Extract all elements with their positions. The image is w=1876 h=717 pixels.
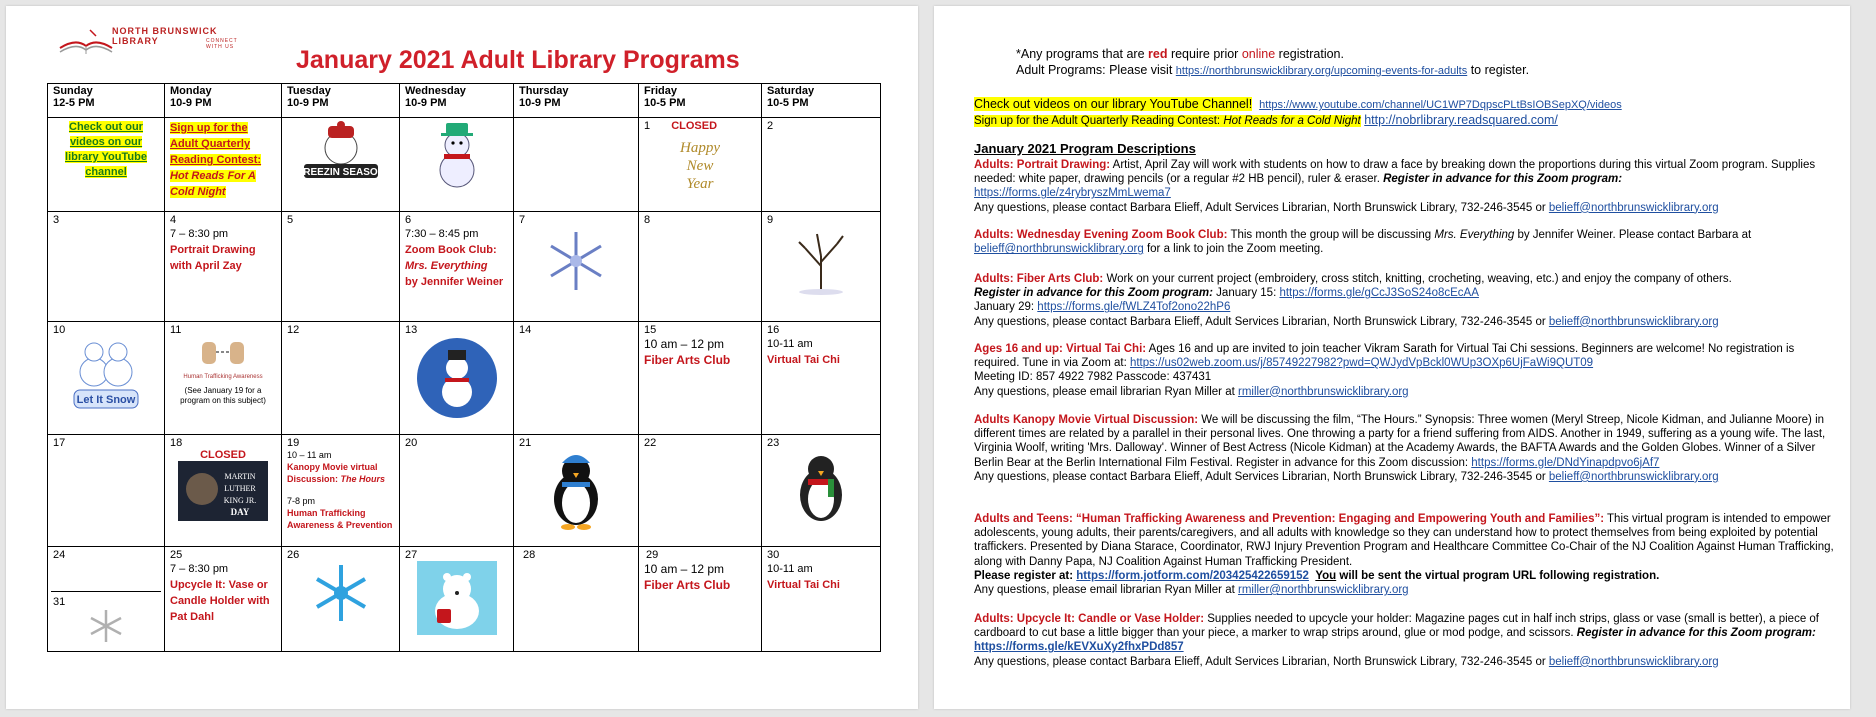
date-number: 16 (767, 324, 780, 336)
date-number: 22 (644, 437, 657, 449)
event-time: 7 – 8:30 pm (170, 563, 229, 575)
descriptions-page (934, 6, 1850, 709)
day-cell (400, 435, 514, 547)
date-number: 14 (519, 324, 532, 336)
week-row (48, 435, 881, 547)
date-number: 1 (644, 120, 651, 132)
program-kanopy: Adults Kanopy Movie Virtual Discussion: We will be discussing the film, “The Hours.” Synopsis: Three women (Meryl Streep, Nicole Kidman, and Julianne Moore) in different times are related by a parallel in their personal lives. One throwing a party for a friend suffering from AIDS. Another in 1949, suffering as a young wife. The last, Virginia Woolf, writing 'Mrs. Dalloway'. Winner of Best Actress (Nicole Kidman) at the Academy Awards, the BAFTA Awards and the Golden Globes. Winner of a Silver Berlin Bear at the Berlin International Film Festival. Register in advance for this Zoom discussion: https://forms.gle/DNdYinapdpvo6jAf7 Any questions, please contact Barbara Elieff, Adult Services Librarian, North Brunswick Library, 732-246-3545 or belieff@northbrunswicklibrary.org (974, 414, 1826, 483)
upcycle-link[interactable]: https://forms.gle/kEVXuXy2fhxPDd857 (974, 641, 1184, 654)
day-cell (282, 212, 400, 322)
snowflake-icon (548, 226, 604, 296)
penguin-scarf-icon (790, 449, 852, 525)
human-trafficking-awareness-icon (183, 336, 263, 386)
date-number: 20 (405, 437, 418, 449)
date-number: 31 (53, 596, 66, 608)
closed-label: CLOSED (200, 449, 246, 461)
svg-text:Human Trafficking Awareness: Human Trafficking Awareness (183, 374, 263, 380)
day-header: Sunday 12-5 PM (48, 84, 165, 118)
day-cell (282, 547, 400, 652)
day-cell (165, 435, 282, 547)
day-cell (165, 547, 282, 652)
adult-events-link[interactable]: https://northbrunswicklibrary.org/upcoming-events-for-adults (1175, 65, 1468, 77)
date-number: 13 (405, 324, 418, 336)
calendar-title: January 2021 Adult Library Programs (296, 46, 740, 74)
email-link[interactable]: belieff@northbrunswicklibrary.org (1548, 655, 1719, 668)
day-cell (514, 322, 639, 435)
svg-text:FREEZIN SEASON: FREEZIN SEASON (296, 167, 385, 178)
day-cell (639, 435, 762, 547)
email-link[interactable]: belieff@northbrunswicklibrary.org (1548, 315, 1719, 328)
date-number: 4 (170, 214, 177, 226)
happy-new-year-icon (662, 132, 738, 194)
date-number: 10 (53, 324, 66, 336)
date-number: 29 (646, 549, 659, 561)
date-number: 17 (53, 437, 66, 449)
event-title: Kanopy Movie virtual Discussion: The Hours (287, 462, 386, 484)
library-tagline: CONNECT WITH US (206, 38, 238, 50)
event-title: Fiber Arts Club (644, 353, 731, 367)
svg-text:Let It Snow: Let It Snow (76, 394, 136, 406)
event-time: 7 – 8:30 pm (170, 228, 229, 240)
portrait-drawing-link[interactable]: https://forms.gle/z4rybryszMmLwema7 (974, 187, 1171, 200)
week-row (48, 547, 881, 652)
day-cell (514, 435, 639, 547)
closed-label: CLOSED (671, 120, 718, 132)
svg-text:Happy: Happy (680, 140, 720, 156)
svg-text:KING JR.: KING JR. (223, 496, 257, 505)
snowman-globe-icon (415, 336, 499, 420)
day-cell (639, 118, 762, 212)
program-tai-chi: Ages 16 and up: Virtual Tai Chi: Ages 16 and up are invited to join teacher Vikram Sarath for Virtual Tai Chi sessions. Beginners are welcome! No registration is required. Tune in via Zoom at: https://us02web.zoom.us/j/85749227982?pwd=QWJydVpBckl0WUp3OXp6UjFaWi9QUT09 Meeting ID: 857 4922 7982 Passcode: 437431 Any questions, please email librarian Ryan Miller at rmiller@northbrunswicklibrary.org (974, 343, 1795, 398)
jotform-link[interactable]: https://form.jotform.com/203425422659152 (1076, 569, 1309, 582)
day-cell (514, 212, 639, 322)
youtube-contest-block (974, 97, 1834, 129)
program-human-trafficking: Adults and Teens: “Human Trafficking Awareness and Prevention: Engaging and Empowering Youth and Families”: This virtual program is intended to empower adolescents, young adults, their parents/caregivers, and all adults with knowledge so they can understand how to protect themselves from being exploited by potential traffickers. Presented by Diana Starace, Coordinator, RWJ Injury Prevention Program and Healthcare Committee Co-Chair of the NJ Coalition Against Human Trafficking, along with Danny Papa, NJ Coalition Against Human Trafficking President. Please register at: https://form.jotform.com/203425422659152 You will be sent the virtual program URL following registration. Any questions, please email librarian Ryan Miller at rmiller@northbrunswicklibrary.org (974, 513, 1834, 597)
week-row (48, 212, 881, 322)
calendar-page (6, 6, 918, 709)
snowman-icon (422, 120, 492, 190)
day-cell (400, 322, 514, 435)
event-title: Portrait Drawing with April Zay (170, 244, 256, 272)
event-time: 10-11 am (767, 338, 813, 350)
event-author: by Jennifer Weiner (405, 276, 504, 288)
day-cell (762, 435, 881, 547)
descriptions-title: January 2021 Program Descriptions (974, 141, 1196, 156)
event-title: Fiber Arts Club (644, 578, 731, 592)
date-number: 2 (767, 120, 774, 132)
penguin-icon (544, 449, 608, 531)
week-row (48, 118, 881, 212)
event-title: Human Trafficking Awareness & Prevention (287, 508, 393, 530)
date-number: 24 (53, 549, 66, 561)
date-number: 12 (287, 324, 300, 336)
snowflake-blue-icon (309, 561, 373, 625)
freezin-season-snowman-icon (298, 120, 384, 186)
day-header: Saturday 10-5 PM (762, 84, 881, 118)
youtube-channel-link[interactable]: https://www.youtube.com/channel/UC1WP7DqpscPLtBsIOBSepXQ/videos (1259, 99, 1622, 111)
program-upcycle: Adults: Upcycle It: Candle or Vase Holder: Supplies needed to upcycle your holder: Magazine pages cut in half inch strips, glass or vase (small is better), a piece of cardboard to cut base a little bigger than your piece, a marker to wrap strips around, glue or mod podge, and scissors. Register in advance for this Zoom program: https://forms.gle/kEVXuXy2fhxPDd857 Any questions, please contact Barbara Elieff, Adult Services Librarian, North Brunswick Library, 732-246-3545 or belieff@northbrunswicklibrary.org (974, 613, 1819, 668)
day-cell (514, 118, 639, 212)
email-link[interactable]: rmiller@northbrunswicklibrary.org (1237, 385, 1409, 398)
day-cell (48, 118, 165, 212)
day-header: Tuesday 10-9 PM (282, 84, 400, 118)
svg-text:Year: Year (686, 176, 714, 192)
let-it-snow-icon (66, 336, 146, 416)
date-number: 27 (405, 549, 418, 561)
mlk-day-icon (178, 461, 268, 521)
event-title: Virtual Tai Chi (767, 579, 840, 591)
svg-text:DAY: DAY (230, 507, 250, 517)
day-cell (400, 547, 514, 652)
day-header: Friday 10-5 PM (639, 84, 762, 118)
svg-text:MARTIN: MARTIN (224, 472, 256, 481)
email-link[interactable]: rmiller@northbrunswicklibrary.org (1237, 584, 1409, 597)
reading-contest-title: Hot Reads For A Cold Night (170, 170, 256, 198)
day-cell (639, 322, 762, 435)
date-number: 6 (405, 214, 412, 226)
day-cell (400, 212, 514, 322)
date-number: 11 (170, 324, 182, 336)
library-name: NORTH BRUNSWICK LIBRARY (112, 26, 218, 46)
date-number: 5 (287, 214, 294, 226)
day-cell (762, 118, 881, 212)
day-cell (762, 322, 881, 435)
event-time: 10 – 11 am (287, 450, 332, 460)
event-book: Mrs. Everything (405, 260, 488, 272)
date-number: 30 (767, 549, 780, 561)
event-title: Zoom Book Club: (405, 244, 497, 256)
winter-tree-icon (791, 226, 851, 296)
day-cell (48, 322, 165, 435)
contest-callout: Sign up for the Adult Quarterly Reading Contest: Hot Reads for a Cold Night (974, 115, 1361, 127)
svg-text:New: New (686, 158, 714, 174)
day-cell (514, 547, 639, 652)
youtube-callout: Check out videos on our library YouTube Channel! (974, 97, 1253, 111)
date-number: 21 (519, 437, 532, 449)
event-time: 7-8 pm (287, 496, 316, 506)
day-cell (400, 118, 514, 212)
day-cell (762, 547, 881, 652)
date-number: 19 (287, 437, 300, 449)
email-link[interactable]: belieff@northbrunswicklibrary.org (974, 243, 1144, 256)
date-number: 25 (170, 549, 183, 561)
day-cell (282, 435, 400, 547)
event-time: 10 am – 12 pm (644, 337, 725, 351)
human-trafficking-note: (See January 19 for a program on this subject) (180, 386, 266, 405)
kanopy-link[interactable]: https://forms.gle/DNdYinapdpvo6jAf7 (1471, 456, 1660, 469)
email-link[interactable]: belieff@northbrunswicklibrary.org (1548, 470, 1719, 483)
day-cell (639, 547, 762, 652)
day-header: Monday 10-9 PM (165, 84, 282, 118)
youtube-link[interactable]: Check out our videos on our library YouTube channel (65, 121, 147, 178)
program-book-club: Adults: Wednesday Evening Zoom Book Club: This month the group will be discussing Mrs. Everything by Jennifer Weiner. Please contact Barbara at belieff@northbrunswicklibrary.org for a link to join the Zoom meeting. (974, 229, 1752, 256)
date-number: 28 (523, 549, 536, 561)
event-title: Upcycle It: Vase or Candle Holder with Pat Dahl (170, 579, 270, 623)
tai-chi-zoom-link[interactable]: https://us02web.zoom.us/j/85749227982?pwd=QWJydVpBckl0WUp3OXp6UjFaWi9QUT09 (1129, 357, 1594, 370)
day-cell (48, 547, 165, 652)
day-cell (762, 212, 881, 322)
event-time: 10 am – 12 pm (644, 562, 725, 576)
registration-note: *Any programs that are red require prior online registration. Adult Programs: Please visit https://northbrunswicklibrary.org/upcoming-events-for-adults to register. (1016, 47, 1530, 77)
program-fiber-arts: Adults: Fiber Arts Club: Work on your current project (embroidery, cross stitch, knitting, crocheting, weaving, etc.) and enjoy the company of others. Register in advance for this Zoom program: January 15: https://forms.gle/gCcJ3SoS24o8cEcAA January 29: https://forms.gle/fWLZ4Tof2ono22hP6 Any questions, please contact Barbara Elieff, Adult Services Librarian, North Brunswick Library, 732-246-3545 or belieff@northbrunswicklibrary.org (974, 273, 1732, 328)
date-number: 18 (170, 437, 183, 449)
fiber-arts-link-jan15[interactable]: https://forms.gle/gCcJ3SoS24o8cEcAA (1279, 287, 1479, 300)
day-header: Thursday 10-9 PM (514, 84, 639, 118)
weekday-header-row (48, 84, 881, 118)
day-cell (165, 118, 282, 212)
day-cell (639, 212, 762, 322)
email-link[interactable]: belieff@northbrunswicklibrary.org (1548, 201, 1719, 214)
date-number: 26 (287, 549, 300, 561)
fiber-arts-link-jan29[interactable]: https://forms.gle/fWLZ4Tof2ono22hP6 (1037, 301, 1231, 314)
event-time: 10-11 am (767, 563, 813, 575)
split-divider (51, 591, 161, 592)
date-number: 8 (644, 214, 651, 226)
day-cell (282, 118, 400, 212)
svg-text:LUTHER: LUTHER (224, 484, 256, 493)
day-cell (282, 322, 400, 435)
library-logo (56, 24, 256, 58)
week-row (48, 322, 881, 435)
day-cell (48, 435, 165, 547)
day-cell (48, 212, 165, 322)
date-number: 7 (519, 214, 526, 226)
reading-contest-text: Sign up for the Adult Quarterly Reading Contest: (170, 122, 262, 166)
event-title: Virtual Tai Chi (767, 354, 840, 366)
readsquared-link[interactable]: http://nobrlibrary.readsquared.com/ (1364, 113, 1558, 127)
calendar-grid (47, 83, 881, 652)
day-cell (165, 212, 282, 322)
date-number: 9 (767, 214, 774, 226)
day-cell (165, 322, 282, 435)
date-number: 3 (53, 214, 60, 226)
book-logo-icon (56, 24, 116, 58)
date-number: 23 (767, 437, 780, 449)
event-time: 7:30 – 8:45 pm (405, 228, 479, 240)
snowflake-grey-icon (88, 608, 124, 644)
polar-bear-icon (417, 561, 497, 635)
day-header: Wednesday 10-9 PM (400, 84, 514, 118)
program-portrait-drawing: Adults: Portrait Drawing: Artist, April Zay will work with students on how to draw a face by breaking down the proportions during this virtual Zoom program. Supplies needed: white paper, drawing pencils (or a regular #2 HB pencil), ruler & eraser. Register in advance for this Zoom program: https://forms.gle/z4rybryszMmLwema7 Any questions, please contact Barbara Elieff, Adult Services Librarian, North Brunswick Library, 732-246-3545 or belieff@northbrunswicklibrary.org (974, 159, 1816, 214)
date-number: 15 (644, 324, 657, 336)
